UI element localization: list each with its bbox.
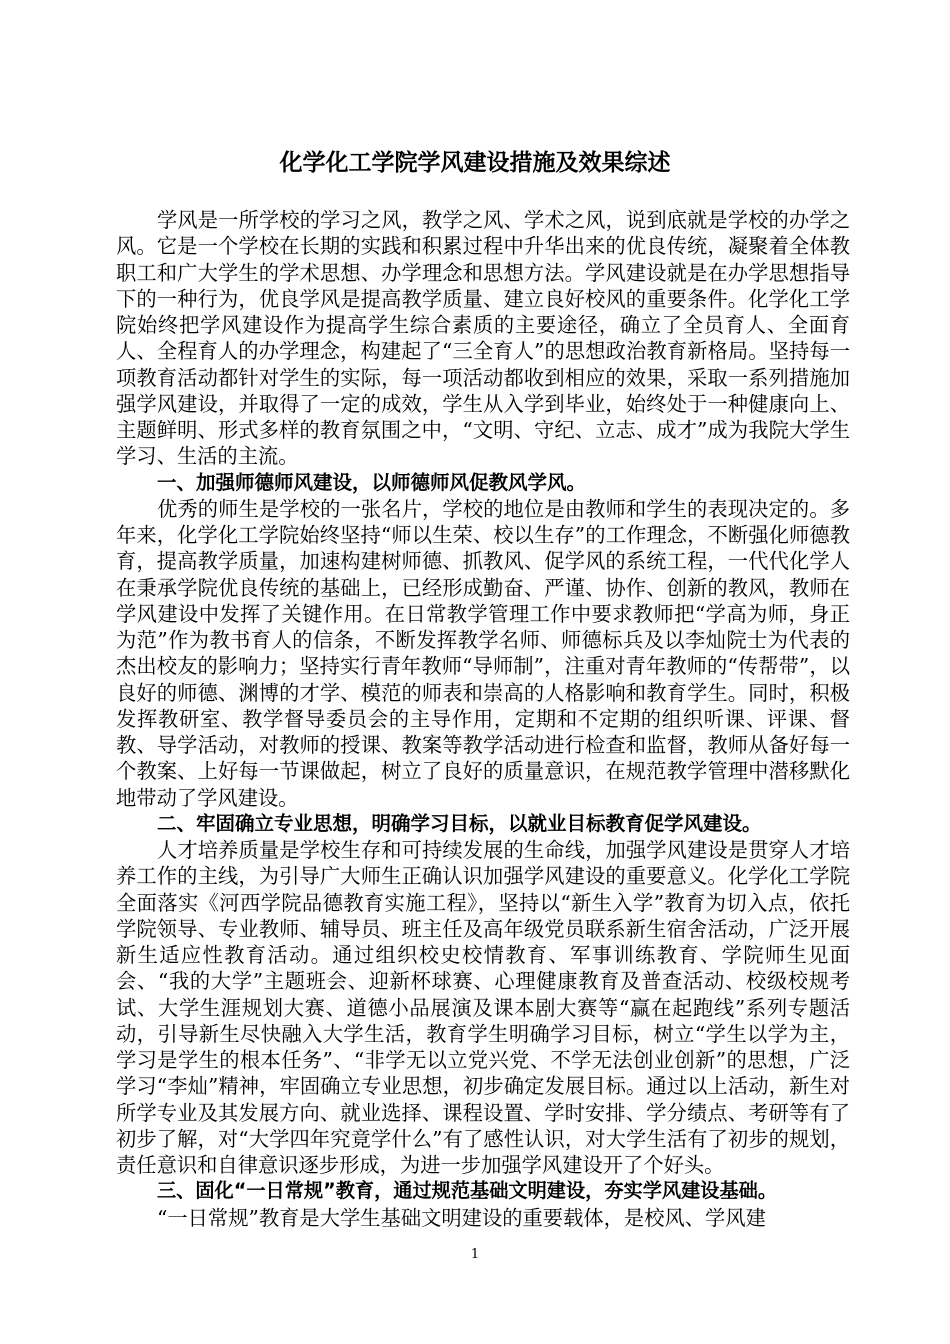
section-heading-2: 二、牢固确立专业思想，明确学习目标，以就业目标教育促学风建设。 <box>157 811 762 835</box>
page-number: 1 <box>470 1247 480 1262</box>
section-paragraph-2: 人才培养质量是学校生存和可持续发展的生命线，加强学风建设是贯穿人才培养工作的主线，为引导广大师生正确认识加强学风建设的重要意义。化学化工学院全面落实《河西学院品德教育实施工程》，坚持以“新生入学”教育为切入点，依托学院领导、专业教师、辅导员、班主任及高年级党员联系新生宿舍活动，广泛开展新生适应性教育活动。通过组织校史校情教育、军事训练教育、学院师生见面会、“我的大学”主题班会、迎新杯球赛、心理健康教育及普查活动、校级校规考试、大学生涯规划大赛、道德小品展演及课本剧大赛等“赢在起跑线”系列专题活动，引导新生尽快融入大学生活，教育学生明确学习目标，树立“学生以学为主，学习是学生的根本任务”、“非学无以立党兴党、不学无法创业创新”的思想，广泛学习“李灿”精神，牢固确立专业思想，初步确定发展目标。通过以上活动，新生对所学专业及其发展方向、就业选择、课程设置、学时安排、学分绩点、考研等有了初步了解，对“大学四年究竟学什么”有了感性认识，对大学生活有了初步的规划，责任意识和自律意识逐步形成，为进一步加强学风建设开了个好头。 <box>116 838 850 1177</box>
section-heading-3: 三、固化“一日常规”教育，通过规范基础文明建设，夯实学风建设基础。 <box>157 1179 778 1203</box>
document-title: 化学化工学院学风建设措施及效果综述 <box>279 150 671 176</box>
intro-paragraph: 学风是一所学校的学习之风，教学之风、学术之风，说到底就是学校的办学之风。它是一个学校在长期的实践和积累过程中升华出来的优良传统，凝聚着全体教职工和广大学生的学术思想、办学理念和思想方法。学风建设就是在办学思想指导下的一种行为，优良学风是提高教学质量、建立良好校风的重要条件。化学化工学院始终把学风建设作为提高学生综合素质的主要途径，确立了全员育人、全面育人、全程育人的办学理念，构建起了“三全育人”的思想政治教育新格局。坚持每一项教育活动都针对学生的实际，每一项活动都收到相应的效果，采取一系列措施加强学风建设，并取得了一定的成效，学生从入学到毕业，始终处于一种健康向上、主题鲜明、形式多样的教育氛围之中，“文明、守纪、立志、成才”成为我院大学生学习、生活的主流。 <box>116 208 850 469</box>
section-paragraph-1: 优秀的师生是学校的一张名片，学校的地位是由教师和学生的表现决定的。多年来，化学化工学院始终坚持“师以生荣、校以生存”的工作理念，不断强化师德教育，提高教学质量，加速构建树师德、抓教风、促学风的系统工程，一代代化学人在秉承学院优良传统的基础上，已经形成勤奋、严谨、协作、创新的教风，教师在学风建设中发挥了关键作用。在日常教学管理工作中要求教师把“学高为师，身正为范”作为教书育人的信条，不断发挥教学名师、师德标兵及以李灿院士为代表的杰出校友的影响力；坚持实行青年教师“导师制”，注重对青年教师的“传帮带”，以良好的师德、渊博的才学、模范的师表和崇高的人格影响和教育学生。同时，积极发挥教研室、教学督导委员会的主导作用，定期和不定期的组织听课、评课、督教、导学活动，对教师的授课、教案等教学活动进行检查和监督，教师从备好每一个教案、上好每一节课做起，树立了良好的质量意识，在规范教学管理中潜移默化地带动了学风建设。 <box>116 496 850 810</box>
section-heading-1: 一、加强师德师风建设，以师德师风促教风学风。 <box>157 470 587 494</box>
section-paragraph-3: “一日常规”教育是大学生基础文明建设的重要载体，是校风、学风建 <box>157 1205 766 1230</box>
document-body <box>116 207 850 1231</box>
